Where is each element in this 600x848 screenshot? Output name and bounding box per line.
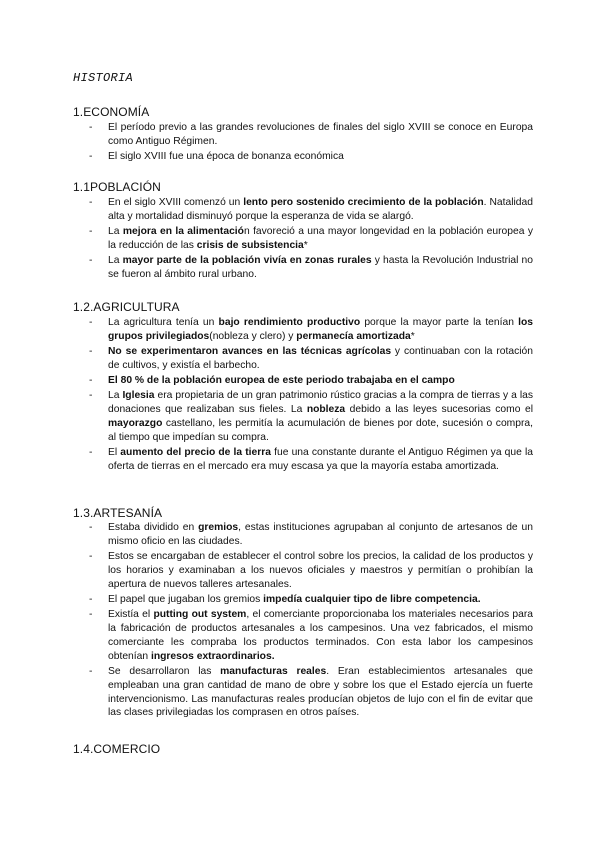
bold-text-run: Iglesia [122, 390, 155, 402]
text-run: La [108, 255, 123, 267]
bold-text-run: los grupos privilegiados [108, 317, 534, 342]
text-run: . Eran establecimientos artesanales que empleaban una gran cantidad de mano de obre y sobre los que el Estado ejercía un fuerte intervencionismo. Las manufacturas reales producían objetos de lujo con el fin de evitar que las clases privilegiadas los comprasen en otros países. [108, 665, 533, 719]
text-run: castellano, les permitía la acumulación de bienes por dote, sucesión o compra, al tiempo que impedían su compra. [108, 418, 533, 443]
bold-text-run: mayorazgo [108, 418, 163, 430]
list-item [73, 446, 533, 474]
bold-text-run: lento pero sostenido crecimiento de la población [243, 197, 484, 208]
list-item [73, 550, 533, 591]
text-run: , estas instituciones agrupaban al conjunto de artesanos de un mismo oficio en las ciudades. [108, 522, 533, 547]
text-run: (nobleza y clero) y [209, 330, 297, 342]
list-item [73, 121, 533, 149]
text-run: debido a las leyes sucesorias como el [345, 404, 533, 416]
text-run: fue una constante durante el Antiguo Régimen ya que la oferta de tierras en el mercado era muy escasa ya que la mayoría estaba amortizada. [108, 447, 533, 472]
section-list-poblacion [73, 196, 533, 283]
text-run: La [108, 226, 123, 238]
section-heading-poblacion: 1.1POBLACIÓN [73, 180, 161, 194]
list-item [73, 196, 533, 224]
bold-text-run: nobleza [306, 404, 346, 416]
text-run: El [108, 447, 121, 459]
section-list-artesania [73, 521, 533, 722]
list-item [73, 254, 533, 282]
list-item [73, 593, 533, 607]
list-item [73, 389, 533, 444]
bold-text-run: impedía cualquier tipo de libre competencia. [263, 593, 481, 605]
list-item [73, 665, 533, 720]
section-heading-economia: 1.ECONOMÍA [73, 105, 150, 119]
bold-text-run: No se experimentaron avances en las técnicas agrícolas [108, 346, 392, 358]
bold-text-run: permanecía amortizada [296, 330, 411, 342]
bold-text-run: aumento del precio de la tierra [120, 447, 271, 459]
text-run: n favoreció a una mayor longevidad en la población europea y la reducción de las [108, 226, 533, 251]
text-run: era propietaria de un gran patrimonio rústico gracias a la compra de tierras y a las donaciones que realizaban sus fieles. La [108, 390, 533, 416]
bold-text-run: ingresos extraordinarios. [150, 650, 275, 662]
bold-text-run: mayor parte de la población vivía en zonas rurales [122, 255, 372, 267]
list-item [73, 345, 533, 373]
list-item [73, 225, 533, 253]
section-heading-artesania: 1.3.ARTESANÍA [73, 506, 163, 520]
list-item [73, 316, 533, 344]
bold-text-run: manufacturas reales [220, 665, 327, 677]
text-run: El papel que jugaban los gremios [108, 593, 264, 605]
text-run: y hasta la Revolución Industrial no se fueron al ámbito rural urbano. [108, 255, 533, 280]
bold-text-run: crisis de subsistencia [196, 239, 304, 251]
list-item [73, 521, 533, 549]
bold-text-run: putting out system [153, 609, 247, 621]
text-run: Se desarrollaron las [108, 665, 221, 677]
text-run: En el siglo XVIII comenzó un [108, 197, 244, 208]
section-list-agricultura [73, 316, 533, 475]
list-item [73, 150, 533, 164]
list-item [73, 608, 533, 663]
bold-text-run: El 80 % de la población europea de este periodo trabajaba en el campo [108, 375, 455, 387]
text-run: El período previo a las grandes revoluciones de finales del siglo XVIII se conoce en Europa como Antiguo Régimen. [108, 122, 533, 147]
text-run: * [303, 239, 308, 251]
bold-text-run: gremios [198, 522, 239, 533]
text-run: La [108, 390, 123, 402]
text-run: . Natalidad alta y mortalidad disminuyó porque la esperanza de vida se alargó. [108, 197, 533, 222]
text-run: Estos se encargaban de establecer el control sobre los precios, la calidad de los productos y los horarios y examinaban a los nuevos oficiales y maestros y permitían o prohibían la apertura de nuevos talleres artesanales. [108, 551, 533, 590]
text-run: La agricultura tenía un [108, 317, 219, 328]
bold-text-run: mejora en la alimentació [122, 226, 244, 238]
text-run: y continuaban con la rotación de cultivos, y existía el barbecho. [108, 346, 533, 371]
document-title: HISTORIA [73, 71, 134, 85]
text-run: Existía el [108, 609, 154, 621]
section-heading-comercio: 1.4.COMERCIO [73, 742, 161, 756]
text-run: , el comerciante proporcionaba los materiales necesarios para la fabricación de productos artesanales a los campesinos. Una vez fabricados, el mismo comerciante les compraba los productos terminados. Con esta labor los campesinos obtenían [108, 609, 534, 662]
text-run: El siglo XVIII fue una época de bonanza económica [108, 151, 344, 163]
list-item [73, 374, 533, 388]
section-list-economia [73, 121, 533, 165]
section-heading-agricultura: 1.2.AGRICULTURA [73, 300, 180, 314]
text-run: * [410, 330, 415, 342]
text-run: porque la mayor parte la tenían [360, 317, 519, 328]
bold-text-run: bajo rendimiento productivo [218, 317, 361, 328]
text-run: Estaba dividido en [108, 522, 199, 533]
